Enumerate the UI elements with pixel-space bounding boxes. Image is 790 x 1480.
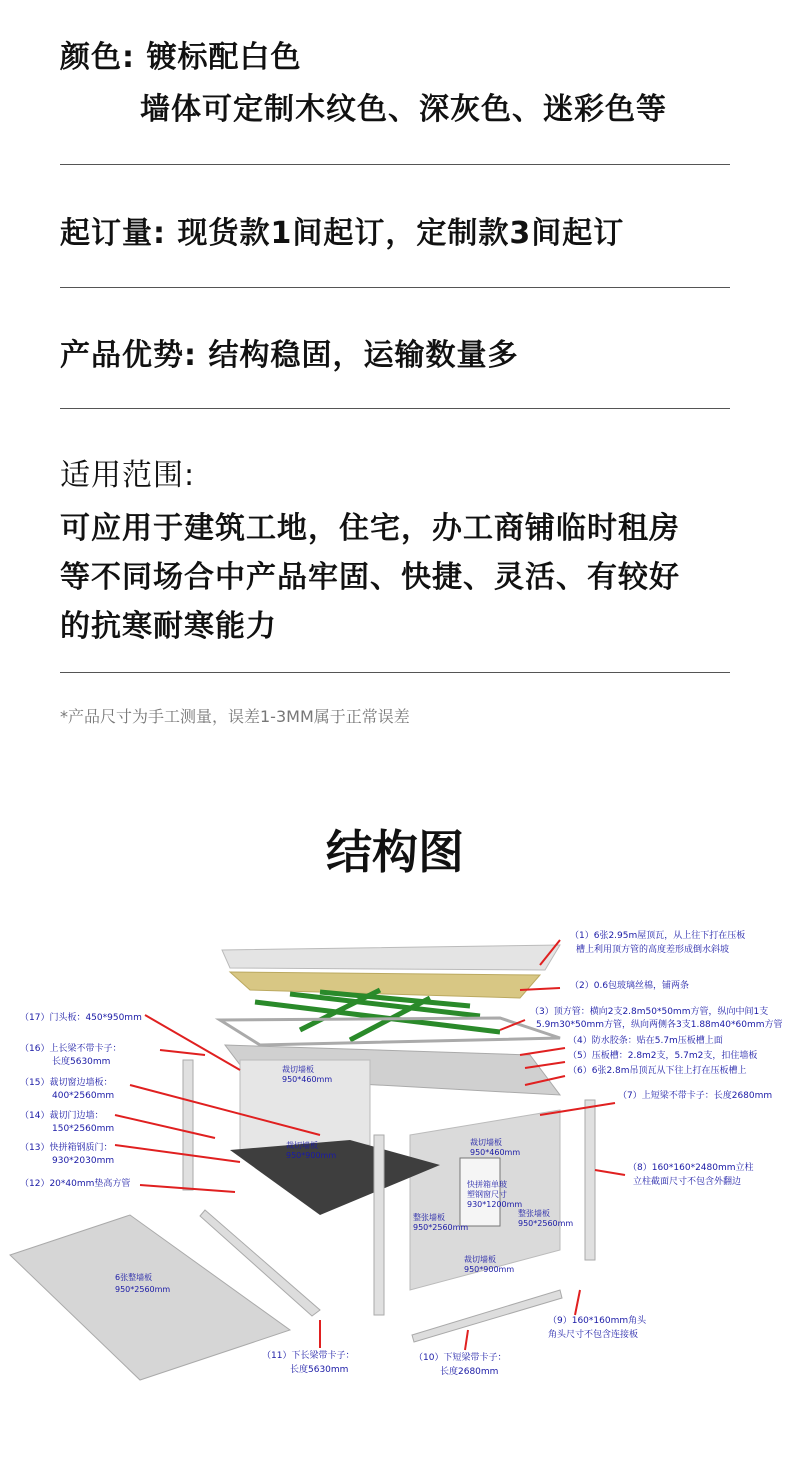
structure-diagram [0, 910, 790, 1480]
label-steel-door-1: （13）快拼箱钢质门： [20, 1143, 113, 1153]
inner-window-b: 塑钢窗尺寸 [467, 1190, 507, 1199]
label-lower-short-beam-2: 长度2680mm [440, 1367, 499, 1377]
insulation-layer [230, 972, 540, 998]
measurement-note: *产品尺寸为手工测量，误差1-3MM属于正常误差 [60, 707, 410, 726]
label-upper-short-beam: （7）上短梁不带卡子：长度2680mm [618, 1091, 773, 1101]
label-window-wall-1: （15）裁切窗边墙板： [20, 1078, 113, 1088]
scope-line1: 可应用于建筑工地，住宅，办工商铺临时租房 [60, 511, 680, 546]
label-ceiling-tile: （6）6张2.8m吊顶瓦从下往上打在压板槽上 [568, 1066, 747, 1076]
label-lower-long-beam-1: （11）下长梁带卡子： [262, 1351, 355, 1361]
roof-tile [222, 945, 560, 970]
label-top-pipe-2: 5.9m30*50mm方管，纵向两侧各3支1.88m40*60mm方管 [536, 1020, 783, 1030]
inner-window-c: 930*1200mm [467, 1200, 523, 1209]
scope-line3: 的抗寒耐寒能力 [60, 609, 277, 644]
label-press-plate: （5）压板槽：2.8m2支，5.7m2支，扣住墙板 [568, 1051, 758, 1061]
label-post-2: 立柱截面尺寸不包含外翻边 [633, 1177, 742, 1187]
inner-full-wall-b: 整张墙板 [518, 1209, 550, 1218]
post [183, 1060, 193, 1190]
post [585, 1100, 595, 1260]
inner-floor-panel: 6张整墙板 [115, 1273, 153, 1282]
label-roof-tile-1: （1）6张2.95m屋顶瓦，从上往下打在压板 [570, 931, 746, 941]
color-spec-line1: 颜色: 镀标配白色 [60, 40, 302, 75]
inner-full-wall-b-size: 950*2560mm [518, 1219, 574, 1228]
label-corner-1: （9）160*160mm角头 [548, 1316, 647, 1326]
label-window-wall-2: 400*2560mm [52, 1091, 115, 1101]
top-square-pipes [255, 990, 500, 1040]
inner-cut-wall-r2: 裁切墙板 [464, 1255, 496, 1264]
floor-wall-panel [10, 1215, 290, 1380]
label-raise-pipe: （12）20*40mm垫高方管 [20, 1179, 131, 1189]
color-spec-line2: 墙体可定制木纹色、深灰色、迷彩色等 [140, 92, 667, 127]
label-insulation: （2）0.6包玻璃丝棉，铺两条 [570, 981, 690, 991]
inner-full-wall-a: 整张墙板 [413, 1213, 445, 1222]
divider [60, 672, 730, 673]
label-lower-long-beam-2: 长度5630mm [290, 1365, 349, 1375]
inner-cut-wall-mid: 裁切墙板 [286, 1141, 318, 1150]
inner-floor-panel-size: 950*2560mm [115, 1285, 171, 1294]
inner-window-a: 快拼箱单玻 [467, 1180, 507, 1189]
label-corner-2: 角头尺寸不包含连接板 [548, 1330, 639, 1340]
label-roof-tile-2: 槽上利用顶方管的高度差形成倒水斜坡 [576, 945, 730, 955]
advantage-spec: 产品优势: 结构稳固，运输数量多 [60, 338, 519, 373]
scope-line2: 等不同场合中产品牢固、快捷、灵活、有较好 [60, 560, 680, 595]
press-plate-frame [220, 1018, 560, 1045]
label-top-pipe-1: （3）顶方管：横向2支2.8m50*50mm方管，纵向中间1支 [530, 1007, 769, 1017]
scope-title: 适用范围: [60, 458, 196, 493]
inner-cut-wall-r1-size: 950*460mm [470, 1148, 521, 1157]
inner-cut-wall-top-size: 950*460mm [282, 1075, 333, 1084]
inner-cut-wall-r2-size: 950*900mm [464, 1265, 515, 1274]
divider [60, 408, 730, 409]
section-title: 结构图 [326, 825, 464, 879]
label-steel-door-2: 930*2030mm [52, 1156, 115, 1166]
label-post-1: （8）160*160*2480mm立柱 [628, 1163, 754, 1173]
divider [60, 164, 730, 165]
label-door-wall-1: （14）裁切门边墙： [20, 1111, 104, 1121]
inner-full-wall-a-size: 950*2560mm [413, 1223, 469, 1232]
label-door-wall-2: 150*2560mm [52, 1124, 115, 1134]
inner-cut-wall-mid-size: 950*900mm [286, 1151, 337, 1160]
label-upper-long-beam-2: 长度5630mm [52, 1057, 111, 1067]
moq-spec: 起订量: 现货款1间起订，定制款3间起订 [60, 216, 625, 251]
post [374, 1135, 384, 1315]
lower-short-beam [412, 1290, 562, 1342]
label-waterproof-strip: （4）防水胶条：贴在5.7m压板槽上面 [568, 1036, 723, 1046]
label-lower-short-beam-1: （10）下短梁带卡子： [414, 1353, 507, 1363]
inner-cut-wall-top: 裁切墙板 [282, 1065, 314, 1074]
label-door-head: （17）门头板：450*950mm [20, 1013, 142, 1023]
divider [60, 287, 730, 288]
label-upper-long-beam-1: （16）上长梁不带卡子： [20, 1044, 122, 1054]
inner-cut-wall-r1: 裁切墙板 [470, 1138, 502, 1147]
